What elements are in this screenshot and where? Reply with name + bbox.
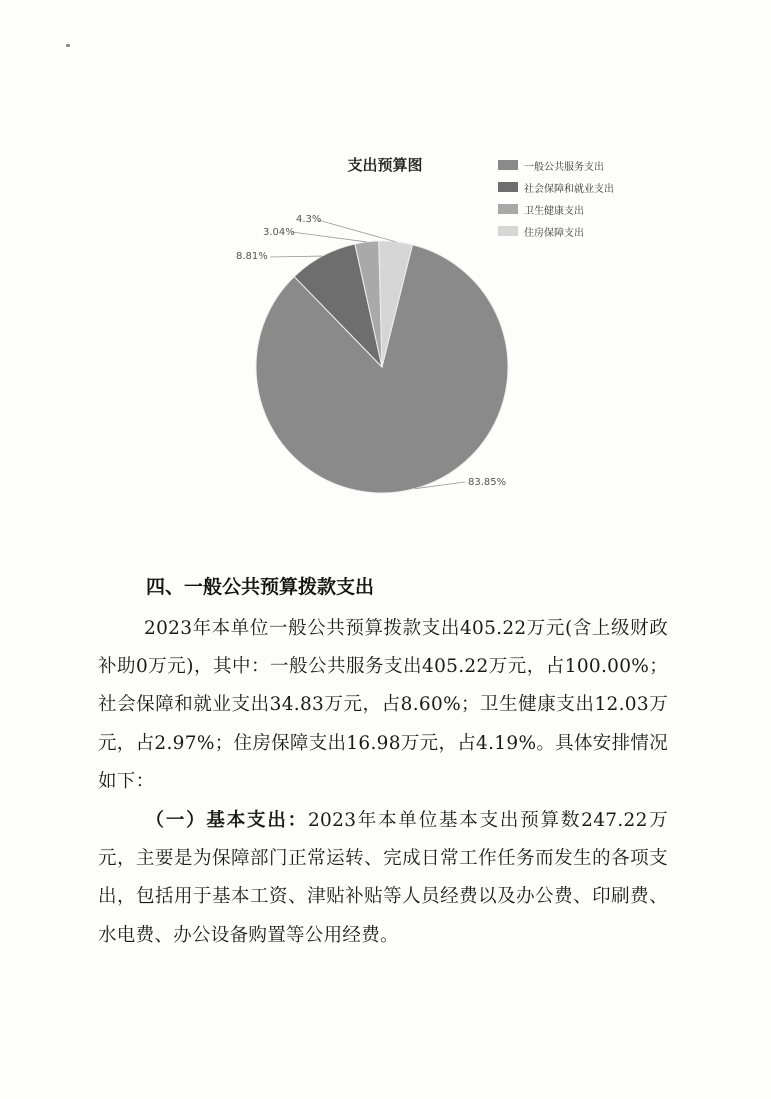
pct-label-health: 3.04% xyxy=(263,227,295,238)
chart-title: 支出预算图 xyxy=(347,156,423,174)
paragraph-text: 2023年本单位一般公共预算拨款支出405.22万元(含上级财政补助0万元)，其中：一般公共服务支出405.22万元，占100.00%；社会保障和就业支出34.83万元，占8.60%；卫生健康支出12.03万元，占2.97%；住房保障支出16.98万元，占4.19%。具体安排情况如下： xyxy=(98,618,668,792)
leader-line xyxy=(270,256,322,257)
paragraph-basic-expenditure xyxy=(98,802,668,955)
legend-label: 卫生健康支出 xyxy=(524,205,584,217)
sub-heading: （一）基本支出： xyxy=(144,810,308,831)
paragraph-text: 2023年本单位基本支出预算数247.22万元，主要是为保障部门正常运转、完成日常工作任务而发生的各项支出，包括用于基本工资、津贴补贴等人员经费以及办公费、印刷费、水电费、办公设备购置等公用经费。 xyxy=(98,810,668,946)
section-heading: 四、一般公共预算拨款支出 xyxy=(146,576,375,598)
pct-label-general-public-services: 83.85% xyxy=(468,477,507,488)
legend-label: 社会保障和就业支出 xyxy=(524,183,614,195)
pct-label-social-security: 8.81% xyxy=(236,251,268,262)
leader-line xyxy=(292,232,367,242)
leader-line xyxy=(318,220,396,242)
pct-label-housing: 4.3% xyxy=(296,214,322,225)
paragraph-budget-summary xyxy=(98,610,668,801)
pie-chart xyxy=(0,0,771,540)
legend-label: 一般公共服务支出 xyxy=(524,161,604,173)
legend-label: 住房保障支出 xyxy=(524,227,584,239)
